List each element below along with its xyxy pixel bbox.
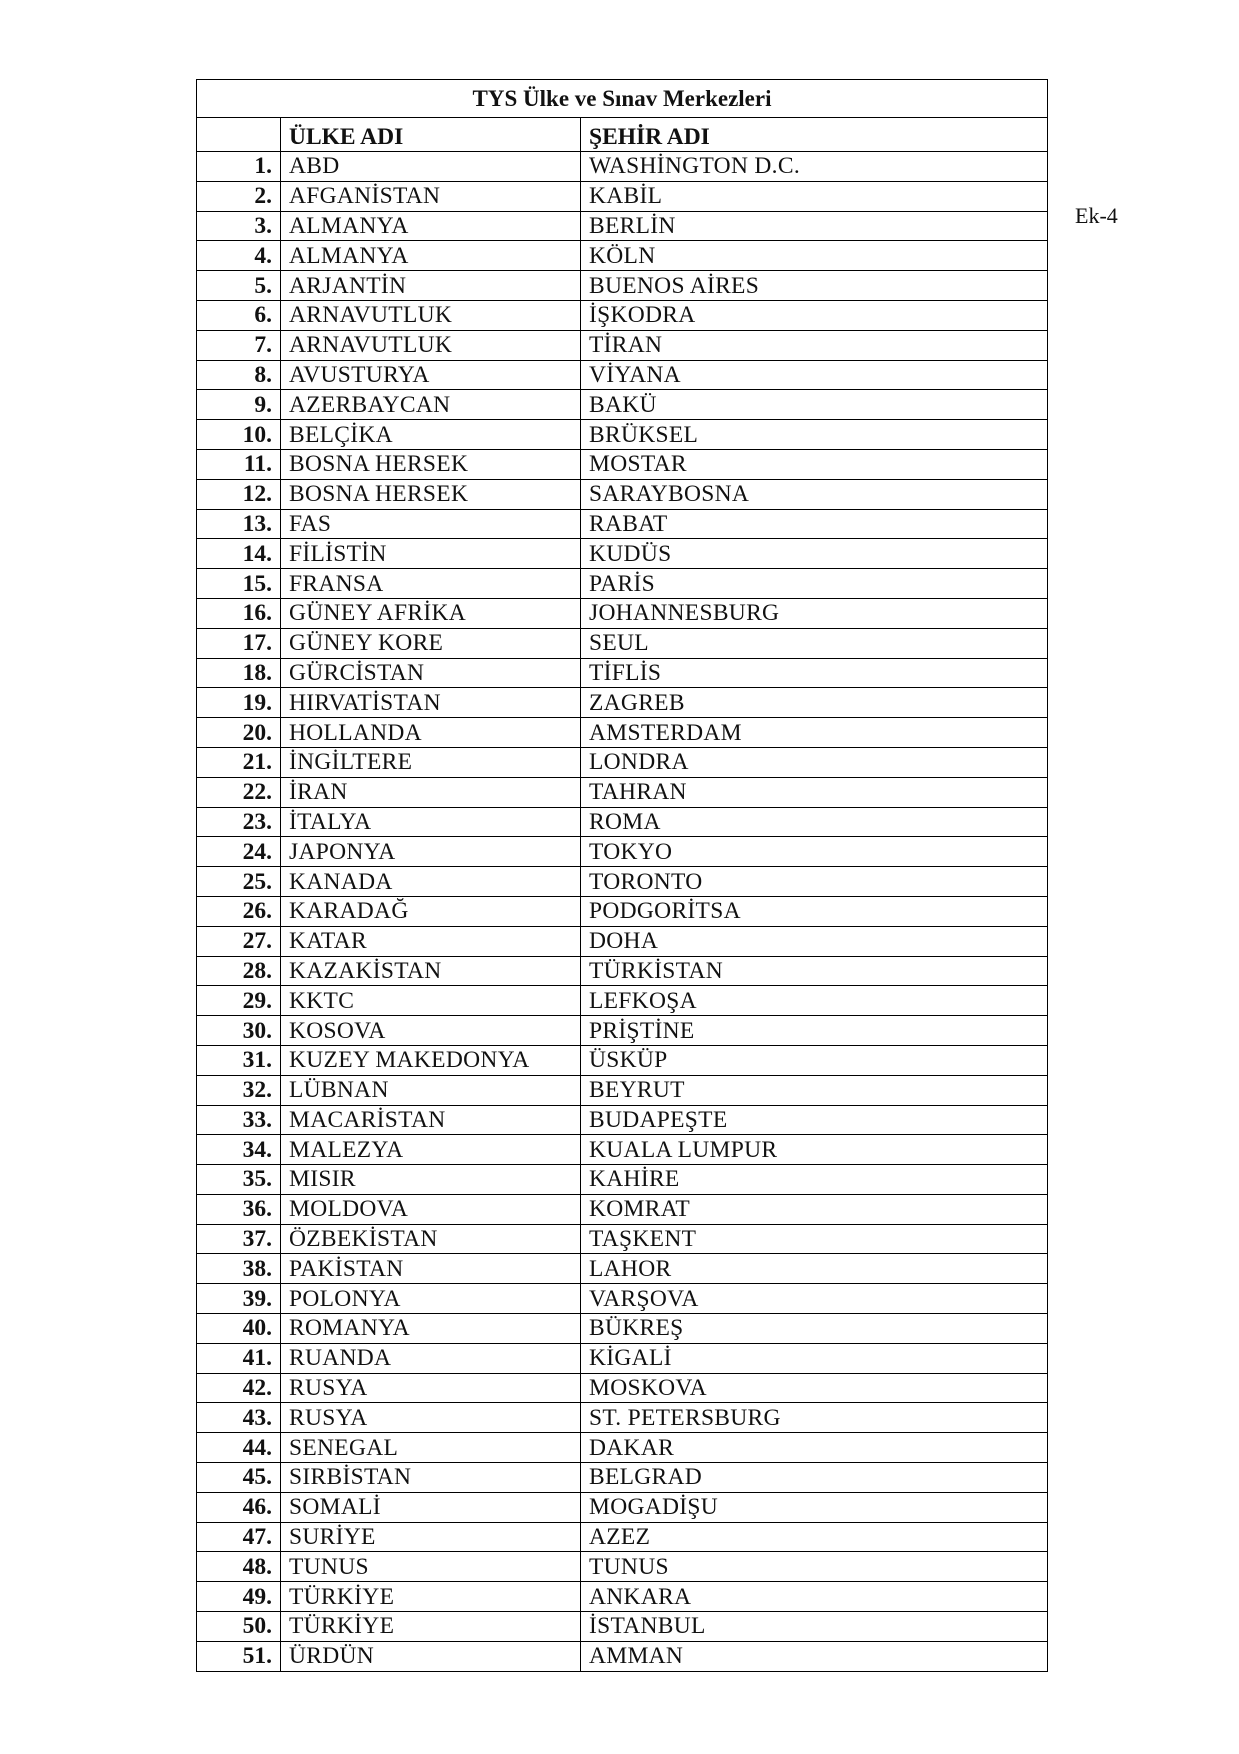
city-cell: BÜKREŞ [581,1314,1048,1344]
country-cell: TUNUS [281,1552,581,1582]
country-cell: KATAR [281,926,581,956]
table-row [197,1522,1048,1552]
table-title: TYS Ülke ve Sınav Merkezleri [197,80,1048,118]
country-cell: SURİYE [281,1522,581,1552]
table-row [197,1284,1048,1314]
city-cell: İŞKODRA [581,300,1048,330]
country-cell: MISIR [281,1165,581,1195]
country-cell: KKTC [281,986,581,1016]
table-row [197,1135,1048,1165]
city-cell: SEUL [581,628,1048,658]
country-cell: RUANDA [281,1343,581,1373]
table-row [197,1343,1048,1373]
table-row [197,658,1048,688]
country-cell: RUSYA [281,1373,581,1403]
city-cell: TİRAN [581,330,1048,360]
exam-centers-table [196,79,1048,1672]
row-number: 28. [197,956,281,986]
table-row [197,241,1048,271]
country-cell: ÖZBEKİSTAN [281,1224,581,1254]
country-cell: SOMALİ [281,1492,581,1522]
row-number: 45. [197,1463,281,1493]
row-number: 23. [197,807,281,837]
country-cell: HIRVATİSTAN [281,688,581,718]
annex-label: Ek-4 [1075,203,1118,228]
row-number: 17. [197,628,281,658]
table-row [197,1612,1048,1642]
city-cell: KÖLN [581,241,1048,271]
country-cell: GÜNEY KORE [281,628,581,658]
row-number: 26. [197,896,281,926]
city-cell: MOSKOVA [581,1373,1048,1403]
table-row [197,777,1048,807]
country-cell: SIRBİSTAN [281,1463,581,1493]
city-cell: TAHRAN [581,777,1048,807]
country-cell: KAZAKİSTAN [281,956,581,986]
row-number: 12. [197,479,281,509]
table-row [197,1463,1048,1493]
city-cell: PARİS [581,569,1048,599]
city-cell: TUNUS [581,1552,1048,1582]
city-cell: VARŞOVA [581,1284,1048,1314]
row-number: 4. [197,241,281,271]
city-cell: KABİL [581,181,1048,211]
country-cell: SENEGAL [281,1433,581,1463]
city-cell: JOHANNESBURG [581,598,1048,628]
table-row [197,718,1048,748]
row-number: 6. [197,300,281,330]
table-row [197,747,1048,777]
city-cell: AMSTERDAM [581,718,1048,748]
row-number: 41. [197,1343,281,1373]
header-country: ÜLKE ADI [281,118,581,152]
city-cell: DOHA [581,926,1048,956]
city-cell: KOMRAT [581,1194,1048,1224]
city-cell: PRİŞTİNE [581,1016,1048,1046]
country-cell: RUSYA [281,1403,581,1433]
city-cell: ROMA [581,807,1048,837]
table-row [197,1045,1048,1075]
table-row [197,896,1048,926]
country-cell: İNGİLTERE [281,747,581,777]
row-number: 27. [197,926,281,956]
table-row [197,628,1048,658]
row-number: 13. [197,509,281,539]
row-number: 49. [197,1582,281,1612]
city-cell: VİYANA [581,360,1048,390]
city-cell: KİGALİ [581,1343,1048,1373]
city-cell: BUENOS AİRES [581,271,1048,301]
country-cell: ALMANYA [281,241,581,271]
city-cell: LONDRA [581,747,1048,777]
table-row [197,598,1048,628]
table-row [197,1254,1048,1284]
country-cell: KANADA [281,867,581,897]
row-number: 2. [197,181,281,211]
city-cell: TAŞKENT [581,1224,1048,1254]
country-cell: BOSNA HERSEK [281,479,581,509]
table-row [197,1224,1048,1254]
city-cell: ST. PETERSBURG [581,1403,1048,1433]
table-row [197,837,1048,867]
city-cell: AMMAN [581,1641,1048,1671]
row-number: 48. [197,1552,281,1582]
header-number [197,118,281,152]
row-number: 36. [197,1194,281,1224]
row-number: 43. [197,1403,281,1433]
country-cell: ABD [281,152,581,182]
country-cell: KARADAĞ [281,896,581,926]
country-cell: JAPONYA [281,837,581,867]
row-number: 3. [197,211,281,241]
row-number: 37. [197,1224,281,1254]
city-cell: TİFLİS [581,658,1048,688]
row-number: 19. [197,688,281,718]
country-cell: BELÇİKA [281,420,581,450]
row-number: 40. [197,1314,281,1344]
table-row [197,152,1048,182]
row-number: 18. [197,658,281,688]
table-row [197,330,1048,360]
city-cell: BAKÜ [581,390,1048,420]
table-row [197,1641,1048,1671]
city-cell: LAHOR [581,1254,1048,1284]
table-row [197,509,1048,539]
city-cell: KUALA LUMPUR [581,1135,1048,1165]
table-row [197,1582,1048,1612]
row-number: 39. [197,1284,281,1314]
table-row [197,211,1048,241]
city-cell: SARAYBOSNA [581,479,1048,509]
table-row [197,1492,1048,1522]
row-number: 42. [197,1373,281,1403]
city-cell: ÜSKÜP [581,1045,1048,1075]
country-cell: İRAN [281,777,581,807]
row-number: 50. [197,1612,281,1642]
city-cell: BUDAPEŞTE [581,1105,1048,1135]
country-cell: HOLLANDA [281,718,581,748]
city-cell: AZEZ [581,1522,1048,1552]
country-cell: ALMANYA [281,211,581,241]
table-row [197,300,1048,330]
row-number: 24. [197,837,281,867]
country-cell: TÜRKİYE [281,1612,581,1642]
row-number: 30. [197,1016,281,1046]
country-cell: İTALYA [281,807,581,837]
country-cell: AFGANİSTAN [281,181,581,211]
row-number: 33. [197,1105,281,1135]
city-cell: BELGRAD [581,1463,1048,1493]
row-number: 34. [197,1135,281,1165]
country-cell: GÜNEY AFRİKA [281,598,581,628]
country-cell: MACARİSTAN [281,1105,581,1135]
country-cell: KUZEY MAKEDONYA [281,1045,581,1075]
city-cell: TÜRKİSTAN [581,956,1048,986]
country-cell: BOSNA HERSEK [281,449,581,479]
city-cell: DAKAR [581,1433,1048,1463]
country-cell: ARNAVUTLUK [281,330,581,360]
country-cell: POLONYA [281,1284,581,1314]
row-number: 15. [197,569,281,599]
table-row [197,1016,1048,1046]
country-cell: FİLİSTİN [281,539,581,569]
row-number: 7. [197,330,281,360]
row-number: 5. [197,271,281,301]
city-cell: ZAGREB [581,688,1048,718]
table-row [197,688,1048,718]
table-header-row [197,118,1048,152]
row-number: 44. [197,1433,281,1463]
header-city: ŞEHİR ADI [581,118,1048,152]
country-cell: FRANSA [281,569,581,599]
table-row [197,807,1048,837]
country-cell: MALEZYA [281,1135,581,1165]
row-number: 25. [197,867,281,897]
row-number: 46. [197,1492,281,1522]
row-number: 22. [197,777,281,807]
table-row [197,1552,1048,1582]
country-cell: ÜRDÜN [281,1641,581,1671]
country-cell: AVUSTURYA [281,360,581,390]
country-cell: AZERBAYCAN [281,390,581,420]
row-number: 14. [197,539,281,569]
row-number: 29. [197,986,281,1016]
table-row [197,479,1048,509]
row-number: 20. [197,718,281,748]
country-cell: KOSOVA [281,1016,581,1046]
country-cell: PAKİSTAN [281,1254,581,1284]
table-row [197,926,1048,956]
country-cell: LÜBNAN [281,1075,581,1105]
city-cell: TORONTO [581,867,1048,897]
row-number: 51. [197,1641,281,1671]
row-number: 35. [197,1165,281,1195]
city-cell: PODGORİTSA [581,896,1048,926]
row-number: 10. [197,420,281,450]
table-row [197,390,1048,420]
table-row [197,1403,1048,1433]
city-cell: BEYRUT [581,1075,1048,1105]
row-number: 38. [197,1254,281,1284]
row-number: 9. [197,390,281,420]
table-row [197,539,1048,569]
table-row [197,1314,1048,1344]
row-number: 8. [197,360,281,390]
table-row [197,1105,1048,1135]
table-row [197,569,1048,599]
city-cell: KAHİRE [581,1165,1048,1195]
table-row [197,1194,1048,1224]
table-row [197,986,1048,1016]
country-cell: ARNAVUTLUK [281,300,581,330]
table-row [197,1165,1048,1195]
city-cell: ANKARA [581,1582,1048,1612]
city-cell: BRÜKSEL [581,420,1048,450]
table-row [197,1433,1048,1463]
city-cell: KUDÜS [581,539,1048,569]
country-cell: ROMANYA [281,1314,581,1344]
table-row [197,271,1048,301]
city-cell: MOSTAR [581,449,1048,479]
city-cell: TOKYO [581,837,1048,867]
row-number: 32. [197,1075,281,1105]
table-row [197,449,1048,479]
city-cell: WASHİNGTON D.C. [581,152,1048,182]
table-row [197,867,1048,897]
row-number: 31. [197,1045,281,1075]
row-number: 11. [197,449,281,479]
row-number: 16. [197,598,281,628]
city-cell: RABAT [581,509,1048,539]
country-cell: ARJANTİN [281,271,581,301]
table-title-row [197,80,1048,118]
country-cell: FAS [281,509,581,539]
country-cell: MOLDOVA [281,1194,581,1224]
city-cell: BERLİN [581,211,1048,241]
row-number: 47. [197,1522,281,1552]
table-row [197,181,1048,211]
city-cell: İSTANBUL [581,1612,1048,1642]
city-cell: MOGADİŞU [581,1492,1048,1522]
table-row [197,360,1048,390]
row-number: 1. [197,152,281,182]
table-row [197,1075,1048,1105]
table-row [197,956,1048,986]
country-cell: GÜRCİSTAN [281,658,581,688]
city-cell: LEFKOŞA [581,986,1048,1016]
country-cell: TÜRKİYE [281,1582,581,1612]
table-row [197,1373,1048,1403]
table-row [197,420,1048,450]
row-number: 21. [197,747,281,777]
